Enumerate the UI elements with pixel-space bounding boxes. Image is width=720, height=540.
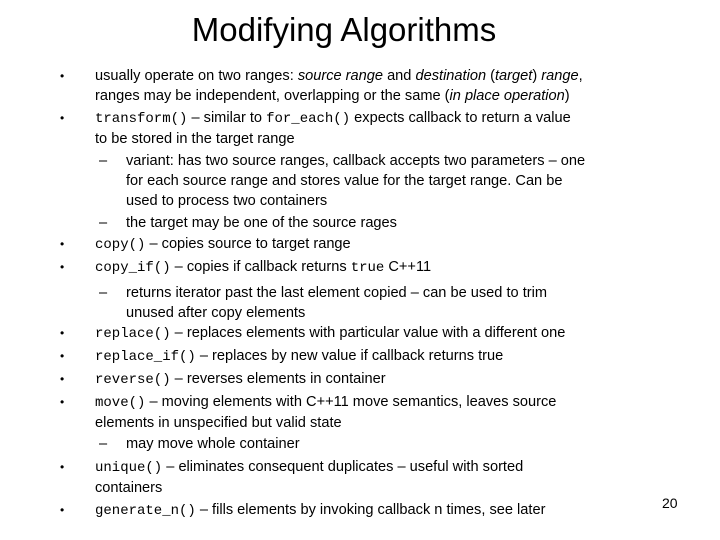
text: – replaces elements with particular value with a different one [170,325,566,341]
bullet-reverse [95,369,655,390]
slide-title: Modifying Algorithms [191,11,497,48]
text: destination [415,68,487,84]
text: used to process two containers [126,193,328,209]
page-number: 20 [662,495,678,511]
text: and [383,68,416,84]
text: – copies source to target range [145,236,351,252]
code: unique() [95,460,163,476]
code: copy() [95,237,146,253]
text: may move whole container [126,436,300,452]
text: elements in unspecified but valid state [95,415,342,431]
sub-move-container [99,434,646,454]
text: in place operation [449,88,565,104]
text: – similar to [187,110,267,126]
code: for_each() [266,111,351,127]
text: – eliminates consequent duplicates – useful with sorted [162,459,524,475]
code: true [350,260,385,276]
bullet-transform [95,108,655,149]
text: , [578,68,583,84]
bullet-unique [95,457,655,498]
sub-target [99,213,646,233]
bullet-replace [95,323,655,344]
text: – copies if callback returns [170,259,351,275]
text: for each source range and stores value for the target range. Can be [126,173,563,189]
bullet-replace-if [95,346,655,367]
code: replace_if() [95,349,196,365]
text: ( [486,68,495,84]
code: copy_if() [95,260,171,276]
bullet-ranges [95,66,655,104]
dash: – [99,215,108,231]
text: containers [95,480,163,496]
dash: – [99,436,108,452]
code: move() [95,395,146,411]
text: – replaces by new value if callback returns true [195,348,504,364]
text: variant: has two source ranges, callback accepts two parameters – one [126,153,586,169]
text: ) [532,68,542,84]
dash: – [99,153,108,169]
code: reverse() [95,372,171,388]
sub-variant [99,151,646,211]
text: range [541,68,579,84]
code: generate_n() [95,503,196,519]
text: target [495,68,533,84]
text: to be stored in the target range [95,131,295,147]
text: unused after copy elements [126,305,306,321]
text: – fills elements by invoking callback n times, see later [195,502,546,518]
sub-returns [99,283,646,323]
text: ) [564,88,570,104]
bullet-generate-n [95,500,655,521]
code: replace() [95,326,171,342]
text: – moving elements with C++11 move semantics, leaves source [145,394,557,410]
dash: – [99,285,108,301]
bullet-move [95,392,655,433]
bullet-copy [95,234,655,255]
code: transform() [95,111,188,127]
text: returns iterator past the last element copied – can be used to trim [126,285,548,301]
text: source range [297,68,384,84]
text: expects callback to return a value [350,110,571,126]
text: C++11 [384,259,432,275]
text [95,86,570,106]
text: the target may be one of the source rages [126,215,397,231]
text: ranges may be independent, overlapping or the same ( [95,88,450,104]
text: usually operate on two ranges: [95,68,298,84]
text: – reverses elements in container [170,371,386,387]
bullet-copy-if [95,257,655,278]
